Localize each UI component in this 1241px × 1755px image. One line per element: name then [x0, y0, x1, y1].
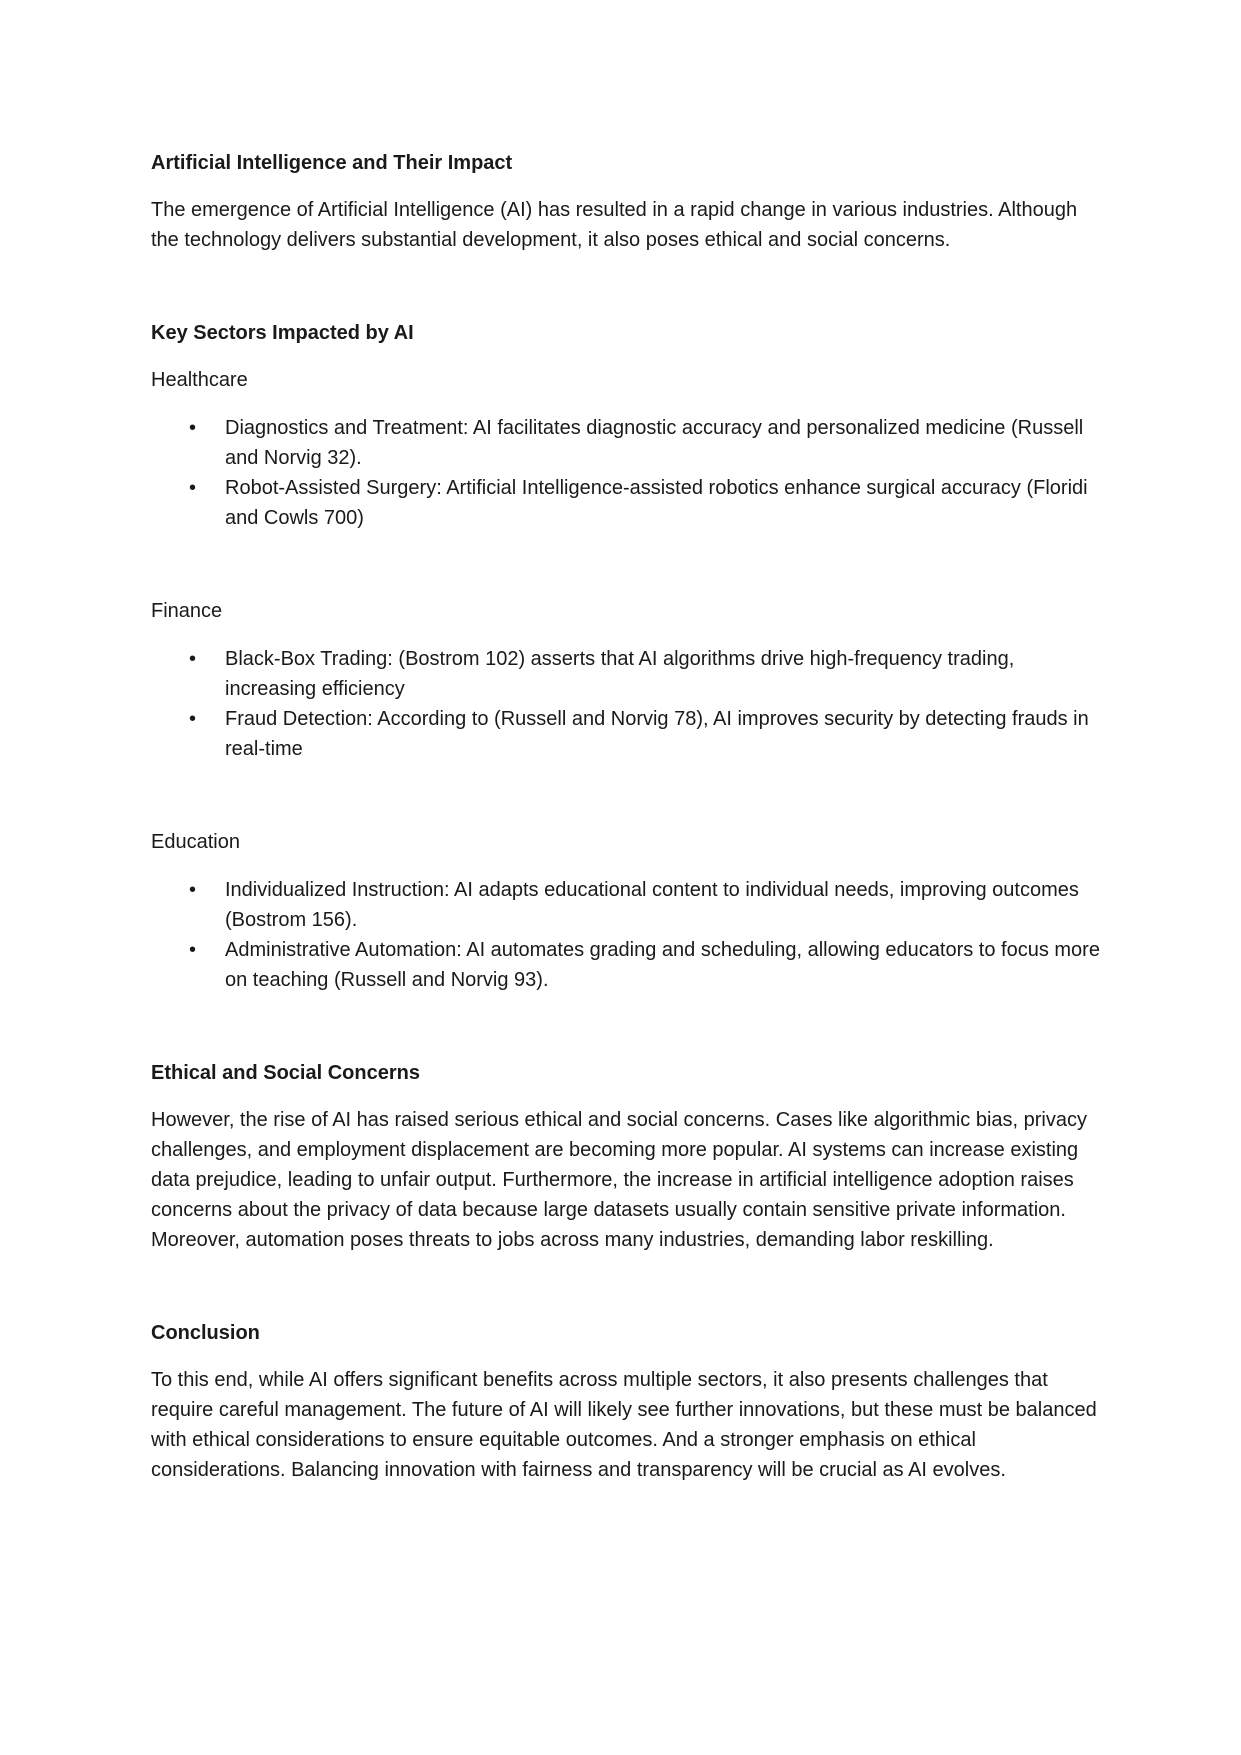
- list-item-text: Individualized Instruction: AI adapts educational content to individual needs, improving outcomes (Bostrom 156).: [225, 879, 1079, 931]
- list-item-text: Administrative Automation: AI automates grading and scheduling, allowing educators to focus more on teaching (Russell and Norvig 93).: [225, 939, 1100, 991]
- bullet-icon: •: [189, 939, 197, 961]
- bullet-icon: •: [189, 417, 197, 439]
- document-title: Artificial Intelligence and Their Impact: [151, 152, 513, 174]
- bullet-icon: •: [189, 477, 197, 499]
- conclusion-heading: Conclusion: [151, 1322, 260, 1344]
- bullet-icon: •: [189, 708, 197, 730]
- document-body: [151, 148, 1101, 1485]
- finance-list: [151, 644, 1101, 764]
- healthcare-list: [151, 413, 1101, 533]
- list-item: [151, 413, 1101, 473]
- ethics-paragraph: However, the rise of AI has raised serious ethical and social concerns. Cases like algorithmic bias, privacy challenges, and employment displacement are becoming more popular. AI systems can increase existing data prejudice, leading to unfair output. Furthermore, the increase in artificial intelligence adoption raises concerns about the privacy of data because large datasets usually contain sensitive private information. Moreover, automation poses threats to jobs across many industries, demanding labor reskilling.: [151, 1109, 1087, 1251]
- ethics-heading: Ethical and Social Concerns: [151, 1062, 420, 1084]
- list-item: [151, 473, 1101, 533]
- list-item-text: Black-Box Trading: (Bostrom 102) asserts that AI algorithms drive high-frequency trading, increasing efficiency: [225, 648, 1015, 700]
- sector-heading-healthcare: Healthcare: [151, 369, 248, 391]
- sector-heading-education: Education: [151, 831, 240, 853]
- list-item: [151, 644, 1101, 704]
- intro-paragraph: The emergence of Artificial Intelligence (AI) has resulted in a rapid change in various industries. Although the technology delivers substantial development, it also poses ethical and social concerns.: [151, 199, 1078, 251]
- bullet-icon: •: [189, 879, 197, 901]
- sector-heading-finance: Finance: [151, 600, 223, 622]
- list-item: [151, 935, 1101, 995]
- list-item-text: Fraud Detection: According to (Russell and Norvig 78), AI improves security by detecting frauds in real-time: [225, 708, 1089, 760]
- list-item-text: Diagnostics and Treatment: AI facilitates diagnostic accuracy and personalized medicine (Russell and Norvig 32).: [225, 417, 1084, 469]
- list-item: [151, 875, 1101, 935]
- list-item: [151, 704, 1101, 764]
- sectors-heading: Key Sectors Impacted by AI: [151, 322, 414, 344]
- bullet-icon: •: [189, 648, 197, 670]
- education-list: [151, 875, 1101, 995]
- conclusion-paragraph: To this end, while AI offers significant benefits across multiple sectors, it also presents challenges that require careful management. The future of AI will likely see further innovations, but these must be balanced with ethical considerations to ensure equitable outcomes. And a stronger emphasis on ethical considerations. Balancing innovation with fairness and transparency will be crucial as AI evolves.: [151, 1369, 1097, 1481]
- list-item-text: Robot-Assisted Surgery: Artificial Intelligence-assisted robotics enhance surgical accuracy (Floridi and Cowls 700): [225, 477, 1088, 529]
